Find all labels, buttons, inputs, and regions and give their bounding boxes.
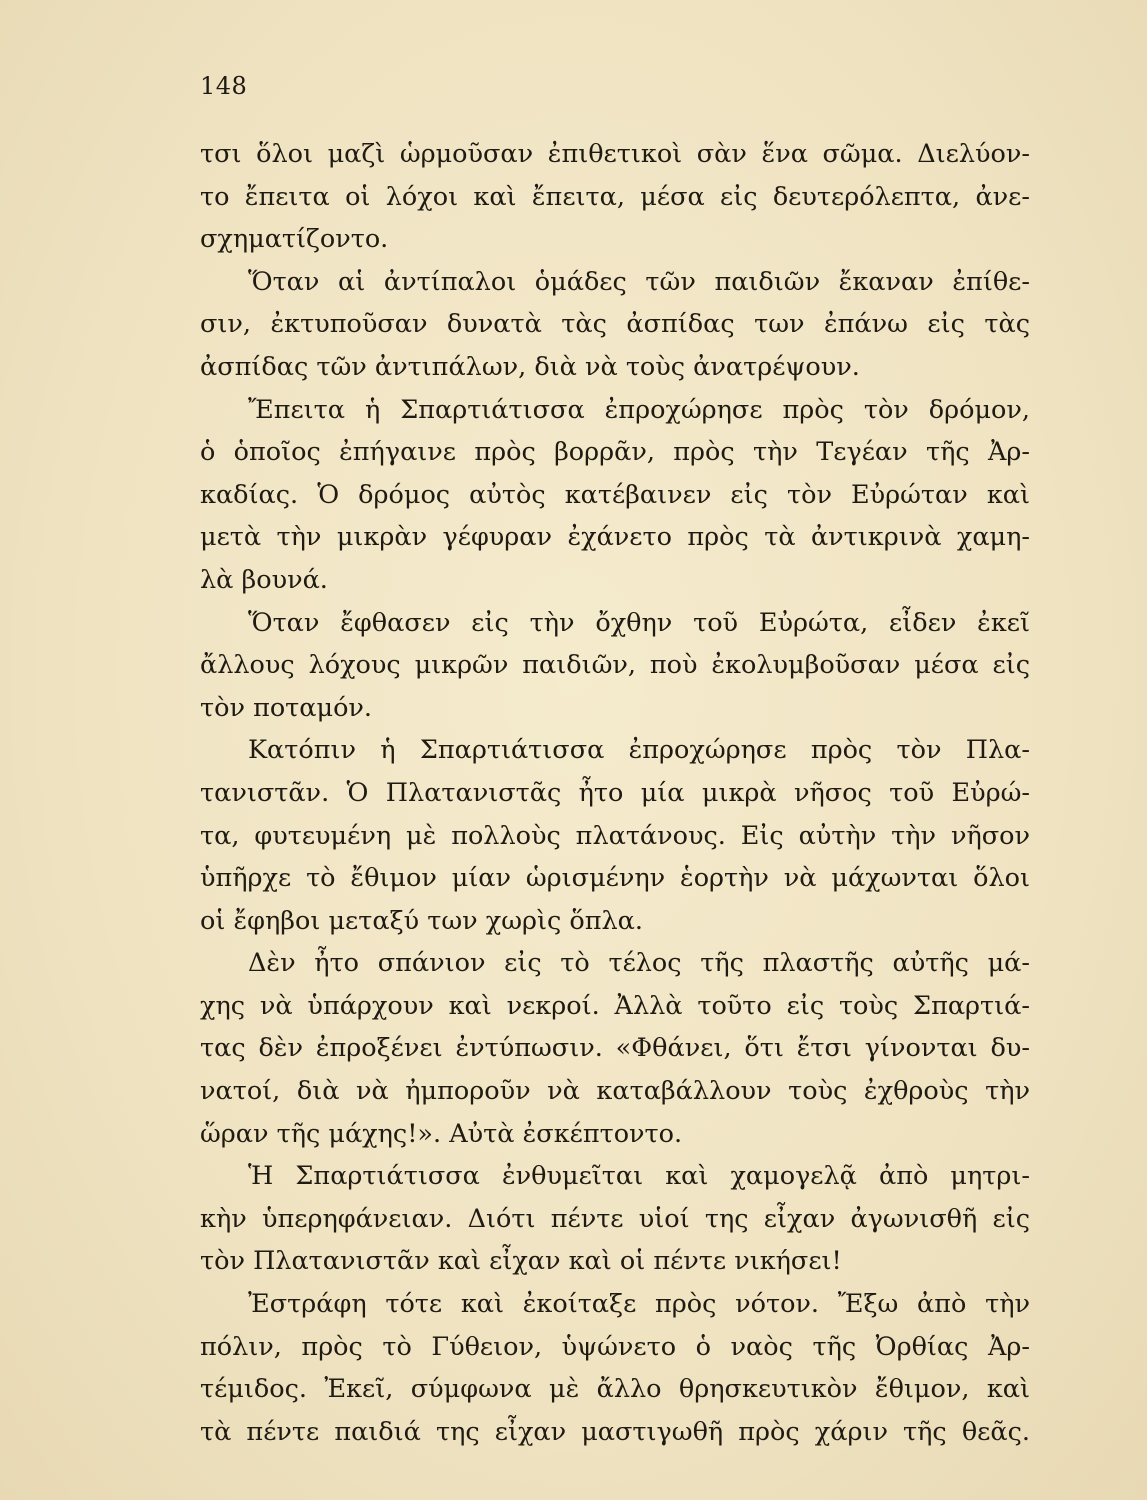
text-line: τα, φυτευμένη μὲ πολλοὺς πλατάνους. Εἰς αὐτὴν τὴν νῆσον xyxy=(200,820,1030,851)
text-line: τσι ὅλοι μαζὶ ὡρμοῦσαν ἐπιθετικοὶ σὰν ἕνα σῶμα. Διελύον- xyxy=(200,139,1030,169)
text-line: καδίας. Ὁ δρόμος αὐτὸς κατέβαινεν εἰς τὸν Εὐρώταν καὶ xyxy=(200,479,1030,510)
text-line: Δὲν ἦτο σπάνιον εἰς τὸ τέλος τῆς πλαστῆς αὐτῆς μά- xyxy=(248,948,1030,979)
text-line: ὑπῆρχε τὸ ἔθιμον μίαν ὡρισμένην ἑορτὴν νὰ μάχωνται ὅλοι xyxy=(200,863,1030,894)
text-line: ὁ ὁποῖος ἐπήγαινε πρὸς βορρᾶν, πρὸς τὴν Τεγέαν τῆς Ἀρ- xyxy=(200,437,1030,468)
text-line: τὰ πέντε παιδιά της εἶχαν μαστιγωθῆ πρὸς χάριν τῆς θεᾶς. xyxy=(200,1416,1030,1447)
text-line: τας δὲν ἐπροξένει ἐντύπωσιν. «Φθάνει, ὅτι ἔτσι γίνονται δυ- xyxy=(200,1033,1030,1064)
text-line: κὴν ὑπερηφάνειαν. Διότι πέντε υἱοί της εἶχαν ἀγωνισθῆ εἰς xyxy=(200,1203,1030,1234)
text-line: πόλιν, πρὸς τὸ Γύθειον, ὑψώνετο ὁ ναὸς τῆς Ὀρθίας Ἀρ- xyxy=(200,1331,1030,1362)
body-text xyxy=(200,133,1030,1453)
text-line: Ὅταν ἔφθασεν εἰς τὴν ὄχθην τοῦ Εὐρώτα, εἶδεν ἐκεῖ xyxy=(248,607,1030,638)
text-line: σιν, ἐκτυποῦσαν δυνατὰ τὰς ἀσπίδας των ἐπάνω εἰς τὰς xyxy=(200,309,1030,340)
page-number: 148 xyxy=(200,72,248,100)
text-line: το ἔπειτα οἱ λόχοι καὶ ἔπειτα, μέσα εἰς δευτερόλεπτα, ἀνε- xyxy=(200,181,1030,212)
text-line: Ὅταν αἱ ἀντίπαλοι ὁμάδες τῶν παιδιῶν ἔκαναν ἐπίθε- xyxy=(248,266,1030,297)
text-line: τὸν Πλατανιστᾶν καὶ εἶχαν καὶ οἱ πέντε νικήσει! xyxy=(200,1246,842,1277)
text-line: οἱ ἔφηβοι μεταξύ των χωρὶς ὅπλα. xyxy=(200,905,643,936)
text-line: ἀσπίδας τῶν ἀντιπάλων, διὰ νὰ τοὺς ἀνατρέψουν. xyxy=(200,351,860,382)
text-line: ἄλλους λόχους μικρῶν παιδιῶν, ποὺ ἐκολυμβοῦσαν μέσα εἰς xyxy=(200,650,1030,681)
text-line: Ἐστράφη τότε καὶ ἐκοίταξε πρὸς νότον. Ἔξω ἀπὸ τὴν xyxy=(248,1289,1030,1320)
text-line: Ἡ Σπαρτιάτισσα ἐνθυμεῖται καὶ χαμογελᾷ ἀπὸ μητρι- xyxy=(248,1161,1030,1192)
text-line: λὰ βουνά. xyxy=(200,564,328,595)
text-line: τέμιδος. Ἐκεῖ, σύμφωνα μὲ ἄλλο θρησκευτικὸν ἔθιμον, καὶ xyxy=(200,1374,1030,1405)
text-line: τὸν ποταμόν. xyxy=(200,692,373,723)
text-line: ὥραν τῆς μάχης!». Αὐτὰ ἐσκέπτοντο. xyxy=(200,1118,683,1149)
text-line: χης νὰ ὑπάρχουν καὶ νεκροί. Ἀλλὰ τοῦτο εἰς τοὺς Σπαρτιά- xyxy=(200,990,1030,1021)
text-line: Κατόπιν ἡ Σπαρτιάτισσα ἐπροχώρησε πρὸς τὸν Πλα- xyxy=(248,735,1030,766)
text-line: Ἔπειτα ἡ Σπαρτιάτισσα ἐπροχώρησε πρὸς τὸν δρόμον, xyxy=(248,394,1030,425)
text-line: σχηματίζοντο. xyxy=(200,224,389,255)
text-line: νατοί, διὰ νὰ ἠμποροῦν νὰ καταβάλλουν τοὺς ἐχθροὺς τὴν xyxy=(200,1076,1030,1107)
text-line: μετὰ τὴν μικρὰν γέφυραν ἐχάνετο πρὸς τὰ ἀντικρινὰ χαμη- xyxy=(200,522,1030,553)
text-line: τανιστᾶν. Ὁ Πλατανιστᾶς ἦτο μία μικρὰ νῆσος τοῦ Εὐρώ- xyxy=(200,777,1030,808)
